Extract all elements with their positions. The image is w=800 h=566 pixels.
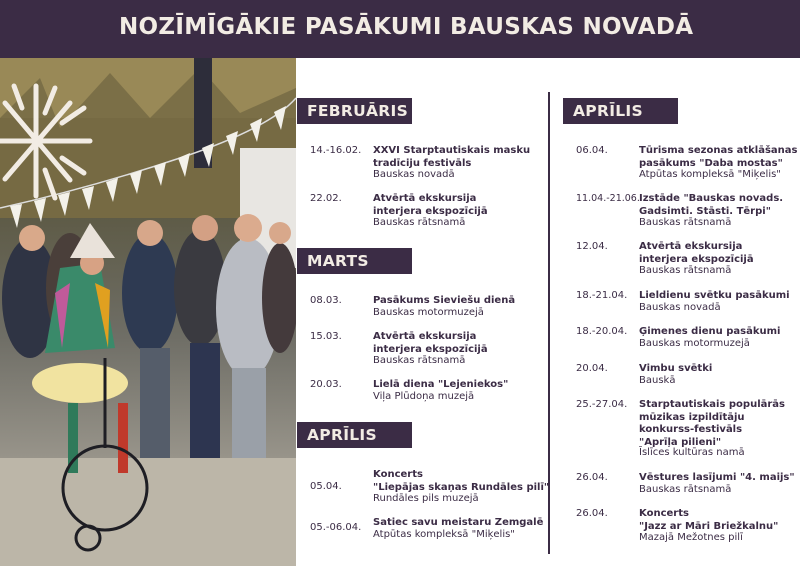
event-title bbox=[639, 145, 798, 170]
event-date: 08.03. bbox=[310, 295, 342, 306]
event-venue: Bauskas rātsnamā bbox=[639, 484, 732, 495]
event-title-line: Izstāde "Bauskas novads. bbox=[639, 193, 784, 204]
event-date: 05.-06.04. bbox=[310, 522, 362, 533]
event-venue: Mazajā Mežotnes pilī bbox=[639, 532, 743, 543]
event-item bbox=[576, 363, 800, 391]
event-title-line: pasākums "Daba mostas" bbox=[639, 157, 783, 169]
event-item bbox=[576, 290, 800, 318]
event-title-line: Pasākums Sieviešu dienā bbox=[373, 295, 516, 306]
event-date: 11.04.-21.06. bbox=[576, 193, 640, 204]
event-date: 22.02. bbox=[310, 193, 342, 204]
header-bar bbox=[0, 0, 800, 58]
festival-photo bbox=[0, 58, 296, 566]
event-venue: Īslīces kultūras namā bbox=[639, 447, 745, 458]
month-header-februaris: FEBRUĀRIS bbox=[297, 98, 412, 124]
event-item bbox=[576, 326, 800, 354]
event-title bbox=[639, 508, 778, 533]
event-title bbox=[373, 193, 488, 218]
event-title-line: "Liepājas skaņas Rundāles pilī" bbox=[373, 481, 550, 493]
event-title-line: "Jazz ar Māri Briežkalnu" bbox=[639, 520, 779, 532]
event-title-line: Atvērtā ekskursija bbox=[373, 331, 477, 342]
event-venue: Bauskas rātsnamā bbox=[639, 217, 732, 228]
event-title bbox=[639, 472, 795, 485]
month-header-marts: MARTS bbox=[297, 248, 412, 274]
event-venue: Bauskas rātsnamā bbox=[373, 355, 466, 366]
event-item bbox=[310, 517, 546, 545]
event-title-line: Lielā diena "Lejeniekos" bbox=[373, 379, 509, 390]
event-title-line: interjera ekspozīcijā bbox=[373, 343, 488, 355]
event-date: 26.04. bbox=[576, 472, 608, 483]
event-title-line: Atvērtā ekskursija bbox=[639, 241, 743, 252]
event-title-line: Tūrisma sezonas atklāšanas bbox=[639, 145, 798, 156]
event-title-line: interjera ekspozīcijā bbox=[373, 205, 488, 217]
event-title bbox=[639, 290, 790, 303]
month-header-aprilis-left: APRĪLIS bbox=[297, 422, 412, 448]
event-title bbox=[639, 363, 712, 376]
event-title bbox=[373, 469, 549, 494]
event-title bbox=[373, 331, 488, 356]
event-date: 12.04. bbox=[576, 241, 608, 252]
event-venue: Bauskas rātsnamā bbox=[639, 265, 732, 276]
event-title bbox=[373, 379, 508, 392]
event-item bbox=[310, 379, 546, 407]
event-venue: Bauskas motormuzejā bbox=[639, 338, 750, 349]
event-venue: Atpūtas kompleksā "Miķelis" bbox=[639, 169, 781, 180]
event-item bbox=[576, 399, 800, 461]
month-header-aprilis-right: APRĪLIS bbox=[563, 98, 678, 124]
event-title bbox=[639, 241, 754, 266]
event-item bbox=[576, 145, 800, 185]
event-title-line: mūzikas izpildītāju bbox=[639, 411, 745, 423]
event-title-line: Ģimenes dienu pasākumi bbox=[639, 326, 781, 337]
event-item bbox=[310, 295, 546, 323]
event-title-line: Atvērtā ekskursija bbox=[373, 193, 477, 204]
event-title-line: konkurss-festivāls bbox=[639, 424, 743, 435]
event-date: 20.03. bbox=[310, 379, 342, 390]
event-date: 26.04. bbox=[576, 508, 608, 519]
sunburst-logo-icon bbox=[0, 58, 110, 218]
event-date: 14.-16.02. bbox=[310, 145, 362, 156]
event-item bbox=[576, 193, 800, 233]
event-item bbox=[310, 193, 546, 233]
event-title bbox=[639, 399, 785, 449]
event-venue: Atpūtas kompleksā "Miķelis" bbox=[373, 529, 515, 540]
event-date: 18.-21.04. bbox=[576, 290, 628, 301]
event-title bbox=[373, 517, 543, 530]
event-venue: Bauskā bbox=[639, 375, 676, 386]
event-venue: Bauskas motormuzejā bbox=[373, 307, 484, 318]
event-venue: Bauskas novadā bbox=[639, 302, 721, 313]
event-item bbox=[310, 469, 550, 509]
event-item bbox=[310, 331, 546, 371]
event-date: 15.03. bbox=[310, 331, 342, 342]
event-title-line: Vēstures lasījumi "4. maijs" bbox=[639, 472, 795, 483]
event-title-line: Lieldienu svētku pasākumi bbox=[639, 290, 790, 301]
event-item bbox=[576, 241, 800, 281]
event-title-line: Starptautiskais populārās bbox=[639, 399, 786, 410]
event-title-line: interjera ekspozīcijā bbox=[639, 253, 754, 265]
event-item bbox=[576, 508, 800, 548]
event-venue: Rundāles pils muzejā bbox=[373, 493, 479, 504]
event-item bbox=[310, 145, 546, 185]
event-venue: Viļa Plūdoņa muzejā bbox=[373, 391, 475, 402]
event-title-line: Koncerts bbox=[639, 508, 689, 519]
event-title-line: "Aprīļa pilieni" bbox=[639, 436, 722, 448]
event-title bbox=[373, 295, 515, 308]
event-date: 05.04. bbox=[310, 481, 342, 492]
event-date: 06.04. bbox=[576, 145, 608, 156]
event-title bbox=[373, 145, 530, 170]
page-title: NOZĪMĪGĀKIE PASĀKUMI BAUSKAS NOVADĀ bbox=[119, 14, 694, 40]
event-venue: Bauskas novadā bbox=[373, 169, 455, 180]
event-date: 20.04. bbox=[576, 363, 608, 374]
event-date: 25.-27.04. bbox=[576, 399, 628, 410]
event-venue: Bauskas rātsnamā bbox=[373, 217, 466, 228]
event-title-line: Satiec savu meistaru Zemgalē bbox=[373, 517, 544, 528]
event-title-line: tradīciju festivāls bbox=[373, 157, 472, 169]
event-title bbox=[639, 326, 780, 339]
event-title bbox=[639, 193, 783, 218]
event-item bbox=[576, 472, 800, 500]
event-title-line: XXVI Starptautiskais masku bbox=[373, 145, 531, 156]
event-date: 18.-20.04. bbox=[576, 326, 628, 337]
event-title-line: Vimbu svētki bbox=[639, 363, 713, 374]
event-title-line: Koncerts bbox=[373, 469, 423, 480]
event-title-line: Gadsimti. Stāsti. Tērpi" bbox=[639, 205, 771, 217]
